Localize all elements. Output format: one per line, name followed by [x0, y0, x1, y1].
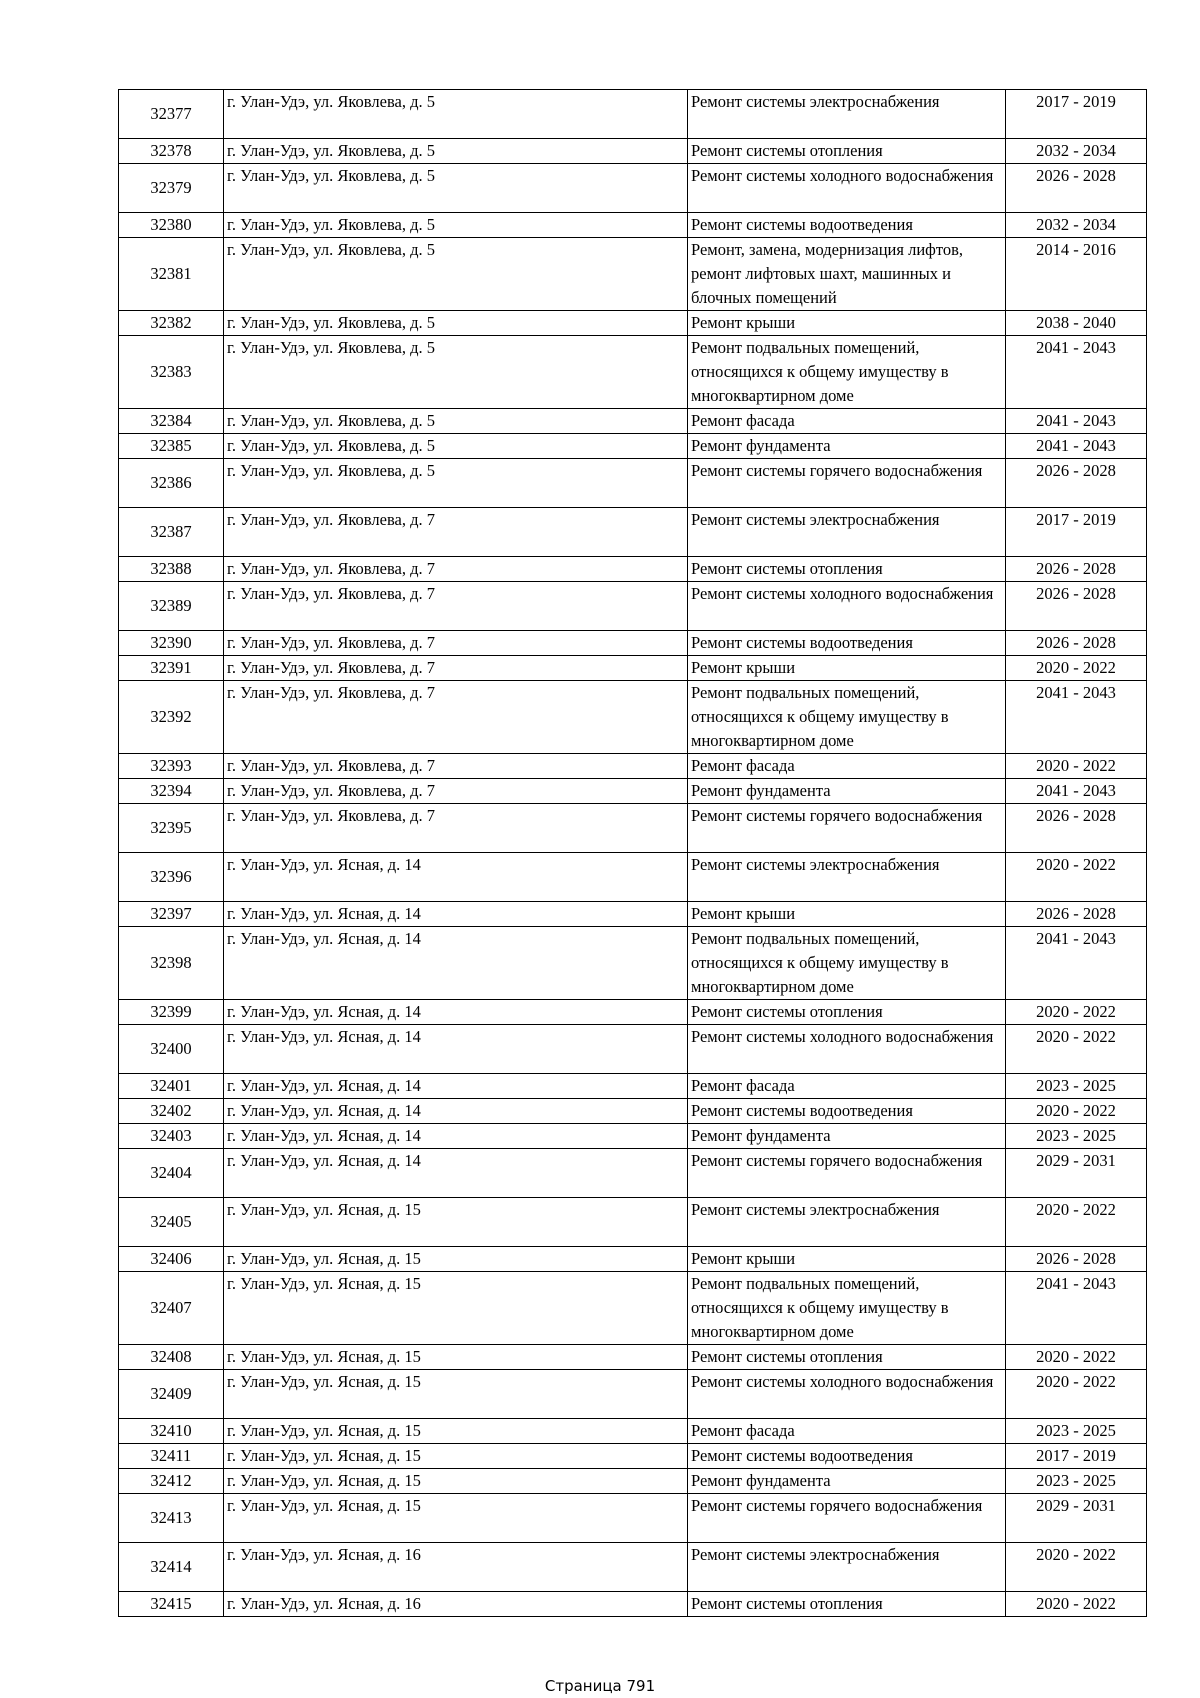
row-number-cell: 32393 [119, 754, 224, 779]
table-row [119, 139, 1147, 164]
row-number-cell: 32414 [119, 1543, 224, 1592]
address-cell: г. Улан-Удэ, ул. Ясная, д. 15 [224, 1198, 688, 1247]
work-type-cell: Ремонт системы горячего водоснабжения [688, 1494, 1006, 1543]
table-row [119, 779, 1147, 804]
table-row [119, 238, 1147, 311]
table-row [119, 213, 1147, 238]
period-cell: 2041 - 2043 [1006, 779, 1147, 804]
period-cell: 2032 - 2034 [1006, 139, 1147, 164]
table-row [119, 508, 1147, 557]
table-row [119, 1592, 1147, 1617]
address-cell: г. Улан-Удэ, ул. Яковлева, д. 5 [224, 311, 688, 336]
table-row [119, 1444, 1147, 1469]
work-type-cell: Ремонт системы горячего водоснабжения [688, 804, 1006, 853]
period-cell: 2020 - 2022 [1006, 1345, 1147, 1370]
address-cell: г. Улан-Удэ, ул. Яковлева, д. 7 [224, 779, 688, 804]
work-type-cell: Ремонт подвальных помещений, относящихся к общему имуществу в многоквартирном доме [688, 927, 1006, 1000]
row-number-cell: 32385 [119, 434, 224, 459]
period-cell: 2032 - 2034 [1006, 213, 1147, 238]
address-cell: г. Улан-Удэ, ул. Яковлева, д. 7 [224, 804, 688, 853]
work-type-cell: Ремонт системы электроснабжения [688, 853, 1006, 902]
address-cell: г. Улан-Удэ, ул. Яковлева, д. 7 [224, 656, 688, 681]
table-row [119, 582, 1147, 631]
period-cell: 2020 - 2022 [1006, 656, 1147, 681]
address-cell: г. Улан-Удэ, ул. Ясная, д. 14 [224, 1074, 688, 1099]
row-number-cell: 32395 [119, 804, 224, 853]
table-row [119, 1025, 1147, 1074]
address-cell: г. Улан-Удэ, ул. Яковлева, д. 7 [224, 681, 688, 754]
period-cell: 2041 - 2043 [1006, 409, 1147, 434]
period-cell: 2026 - 2028 [1006, 164, 1147, 213]
work-type-cell: Ремонт фундамента [688, 779, 1006, 804]
work-type-cell: Ремонт фундамента [688, 1469, 1006, 1494]
work-type-cell: Ремонт крыши [688, 656, 1006, 681]
table-row [119, 409, 1147, 434]
period-cell: 2026 - 2028 [1006, 557, 1147, 582]
period-cell: 2017 - 2019 [1006, 1444, 1147, 1469]
period-cell: 2020 - 2022 [1006, 1025, 1147, 1074]
address-cell: г. Улан-Удэ, ул. Ясная, д. 14 [224, 853, 688, 902]
period-cell: 2017 - 2019 [1006, 508, 1147, 557]
row-number-cell: 32386 [119, 459, 224, 508]
address-cell: г. Улан-Удэ, ул. Яковлева, д. 5 [224, 213, 688, 238]
period-cell: 2023 - 2025 [1006, 1419, 1147, 1444]
row-number-cell: 32390 [119, 631, 224, 656]
row-number-cell: 32413 [119, 1494, 224, 1543]
table-row [119, 90, 1147, 139]
address-cell: г. Улан-Удэ, ул. Ясная, д. 15 [224, 1419, 688, 1444]
row-number-cell: 32384 [119, 409, 224, 434]
period-cell: 2020 - 2022 [1006, 1000, 1147, 1025]
table-row [119, 1469, 1147, 1494]
work-type-cell: Ремонт, замена, модернизация лифтов, ремонт лифтовых шахт, машинных и блочных помещений [688, 238, 1006, 311]
period-cell: 2020 - 2022 [1006, 1198, 1147, 1247]
row-number-cell: 32391 [119, 656, 224, 681]
table-row [119, 164, 1147, 213]
period-cell: 2041 - 2043 [1006, 927, 1147, 1000]
work-type-cell: Ремонт системы отопления [688, 1592, 1006, 1617]
address-cell: г. Улан-Удэ, ул. Яковлева, д. 5 [224, 409, 688, 434]
row-number-cell: 32399 [119, 1000, 224, 1025]
row-number-cell: 32404 [119, 1149, 224, 1198]
address-cell: г. Улан-Удэ, ул. Ясная, д. 15 [224, 1272, 688, 1345]
address-cell: г. Улан-Удэ, ул. Яковлева, д. 5 [224, 139, 688, 164]
period-cell: 2026 - 2028 [1006, 804, 1147, 853]
period-cell: 2029 - 2031 [1006, 1149, 1147, 1198]
period-cell: 2041 - 2043 [1006, 681, 1147, 754]
address-cell: г. Улан-Удэ, ул. Яковлева, д. 5 [224, 90, 688, 139]
table-row [119, 1124, 1147, 1149]
row-number-cell: 32381 [119, 238, 224, 311]
table-row [119, 1370, 1147, 1419]
work-type-cell: Ремонт системы электроснабжения [688, 90, 1006, 139]
row-number-cell: 32409 [119, 1370, 224, 1419]
address-cell: г. Улан-Удэ, ул. Ясная, д. 15 [224, 1370, 688, 1419]
address-cell: г. Улан-Удэ, ул. Ясная, д. 15 [224, 1444, 688, 1469]
table-row [119, 1419, 1147, 1444]
work-type-cell: Ремонт системы горячего водоснабжения [688, 1149, 1006, 1198]
address-cell: г. Улан-Удэ, ул. Яковлева, д. 7 [224, 631, 688, 656]
row-number-cell: 32396 [119, 853, 224, 902]
address-cell: г. Улан-Удэ, ул. Яковлева, д. 5 [224, 164, 688, 213]
table-row [119, 1247, 1147, 1272]
work-type-cell: Ремонт фасада [688, 754, 1006, 779]
table-row [119, 1149, 1147, 1198]
table-row [119, 656, 1147, 681]
address-cell: г. Улан-Удэ, ул. Ясная, д. 14 [224, 1025, 688, 1074]
row-number-cell: 32383 [119, 336, 224, 409]
period-cell: 2038 - 2040 [1006, 311, 1147, 336]
row-number-cell: 32378 [119, 139, 224, 164]
period-cell: 2026 - 2028 [1006, 459, 1147, 508]
row-number-cell: 32379 [119, 164, 224, 213]
address-cell: г. Улан-Удэ, ул. Ясная, д. 15 [224, 1494, 688, 1543]
work-type-cell: Ремонт крыши [688, 311, 1006, 336]
work-type-cell: Ремонт системы водоотведения [688, 1444, 1006, 1469]
period-cell: 2020 - 2022 [1006, 754, 1147, 779]
period-cell: 2041 - 2043 [1006, 434, 1147, 459]
row-number-cell: 32415 [119, 1592, 224, 1617]
row-number-cell: 32400 [119, 1025, 224, 1074]
table-row [119, 631, 1147, 656]
period-cell: 2026 - 2028 [1006, 902, 1147, 927]
table-row [119, 557, 1147, 582]
table-row [119, 681, 1147, 754]
row-number-cell: 32408 [119, 1345, 224, 1370]
address-cell: г. Улан-Удэ, ул. Яковлева, д. 7 [224, 582, 688, 631]
row-number-cell: 32380 [119, 213, 224, 238]
work-type-cell: Ремонт системы холодного водоснабжения [688, 164, 1006, 213]
work-type-cell: Ремонт фасада [688, 409, 1006, 434]
table-row [119, 804, 1147, 853]
work-type-cell: Ремонт системы горячего водоснабжения [688, 459, 1006, 508]
period-cell: 2041 - 2043 [1006, 1272, 1147, 1345]
address-cell: г. Улан-Удэ, ул. Яковлева, д. 5 [224, 238, 688, 311]
table-row [119, 754, 1147, 779]
work-type-cell: Ремонт фундамента [688, 434, 1006, 459]
row-number-cell: 32405 [119, 1198, 224, 1247]
period-cell: 2023 - 2025 [1006, 1074, 1147, 1099]
address-cell: г. Улан-Удэ, ул. Яковлева, д. 5 [224, 434, 688, 459]
period-cell: 2020 - 2022 [1006, 1543, 1147, 1592]
row-number-cell: 32389 [119, 582, 224, 631]
period-cell: 2026 - 2028 [1006, 631, 1147, 656]
work-type-cell: Ремонт системы холодного водоснабжения [688, 1370, 1006, 1419]
address-cell: г. Улан-Удэ, ул. Ясная, д. 16 [224, 1592, 688, 1617]
address-cell: г. Улан-Удэ, ул. Ясная, д. 15 [224, 1247, 688, 1272]
table-row [119, 311, 1147, 336]
table-body [119, 90, 1147, 1617]
table-row [119, 1272, 1147, 1345]
table-row [119, 1345, 1147, 1370]
row-number-cell: 32392 [119, 681, 224, 754]
table-row [119, 902, 1147, 927]
period-cell: 2023 - 2025 [1006, 1124, 1147, 1149]
table-row [119, 1000, 1147, 1025]
address-cell: г. Улан-Удэ, ул. Яковлева, д. 5 [224, 459, 688, 508]
work-type-cell: Ремонт системы отопления [688, 1345, 1006, 1370]
work-type-cell: Ремонт подвальных помещений, относящихся к общему имуществу в многоквартирном доме [688, 1272, 1006, 1345]
row-number-cell: 32403 [119, 1124, 224, 1149]
page-number: Страница 791 [544, 1677, 656, 1695]
work-type-cell: Ремонт фасада [688, 1419, 1006, 1444]
table-row [119, 434, 1147, 459]
table-row [119, 1099, 1147, 1124]
address-cell: г. Улан-Удэ, ул. Яковлева, д. 7 [224, 754, 688, 779]
table-row [119, 853, 1147, 902]
address-cell: г. Улан-Удэ, ул. Ясная, д. 16 [224, 1543, 688, 1592]
period-cell: 2041 - 2043 [1006, 336, 1147, 409]
row-number-cell: 32401 [119, 1074, 224, 1099]
work-type-cell: Ремонт системы электроснабжения [688, 1198, 1006, 1247]
work-type-cell: Ремонт системы отопления [688, 557, 1006, 582]
period-cell: 2023 - 2025 [1006, 1469, 1147, 1494]
address-cell: г. Улан-Удэ, ул. Ясная, д. 14 [224, 1099, 688, 1124]
table-row [119, 1074, 1147, 1099]
row-number-cell: 32387 [119, 508, 224, 557]
period-cell: 2029 - 2031 [1006, 1494, 1147, 1543]
row-number-cell: 32406 [119, 1247, 224, 1272]
row-number-cell: 32398 [119, 927, 224, 1000]
repair-schedule-table [118, 89, 1147, 1617]
work-type-cell: Ремонт системы водоотведения [688, 1099, 1006, 1124]
row-number-cell: 32402 [119, 1099, 224, 1124]
table-row [119, 1543, 1147, 1592]
work-type-cell: Ремонт крыши [688, 902, 1006, 927]
work-type-cell: Ремонт подвальных помещений, относящихся к общему имуществу в многоквартирном доме [688, 336, 1006, 409]
work-type-cell: Ремонт системы отопления [688, 139, 1006, 164]
address-cell: г. Улан-Удэ, ул. Яковлева, д. 7 [224, 557, 688, 582]
work-type-cell: Ремонт системы электроснабжения [688, 1543, 1006, 1592]
row-number-cell: 32411 [119, 1444, 224, 1469]
table-row [119, 336, 1147, 409]
address-cell: г. Улан-Удэ, ул. Яковлева, д. 7 [224, 508, 688, 557]
table-row [119, 927, 1147, 1000]
row-number-cell: 32410 [119, 1419, 224, 1444]
row-number-cell: 32382 [119, 311, 224, 336]
work-type-cell: Ремонт крыши [688, 1247, 1006, 1272]
table-row [119, 1198, 1147, 1247]
row-number-cell: 32388 [119, 557, 224, 582]
row-number-cell: 32394 [119, 779, 224, 804]
period-cell: 2020 - 2022 [1006, 1370, 1147, 1419]
period-cell: 2020 - 2022 [1006, 853, 1147, 902]
row-number-cell: 32407 [119, 1272, 224, 1345]
address-cell: г. Улан-Удэ, ул. Ясная, д. 14 [224, 1000, 688, 1025]
row-number-cell: 32397 [119, 902, 224, 927]
address-cell: г. Улан-Удэ, ул. Ясная, д. 15 [224, 1345, 688, 1370]
address-cell: г. Улан-Удэ, ул. Ясная, д. 14 [224, 902, 688, 927]
work-type-cell: Ремонт системы электроснабжения [688, 508, 1006, 557]
work-type-cell: Ремонт системы водоотведения [688, 213, 1006, 238]
address-cell: г. Улан-Удэ, ул. Ясная, д. 14 [224, 1149, 688, 1198]
work-type-cell: Ремонт фундамента [688, 1124, 1006, 1149]
work-type-cell: Ремонт системы отопления [688, 1000, 1006, 1025]
period-cell: 2017 - 2019 [1006, 90, 1147, 139]
work-type-cell: Ремонт фасада [688, 1074, 1006, 1099]
table-row [119, 1494, 1147, 1543]
row-number-cell: 32377 [119, 90, 224, 139]
period-cell: 2026 - 2028 [1006, 582, 1147, 631]
period-cell: 2014 - 2016 [1006, 238, 1147, 311]
address-cell: г. Улан-Удэ, ул. Ясная, д. 14 [224, 927, 688, 1000]
period-cell: 2020 - 2022 [1006, 1099, 1147, 1124]
work-type-cell: Ремонт системы водоотведения [688, 631, 1006, 656]
address-cell: г. Улан-Удэ, ул. Ясная, д. 14 [224, 1124, 688, 1149]
address-cell: г. Улан-Удэ, ул. Ясная, д. 15 [224, 1469, 688, 1494]
work-type-cell: Ремонт подвальных помещений, относящихся к общему имуществу в многоквартирном доме [688, 681, 1006, 754]
table-row [119, 459, 1147, 508]
address-cell: г. Улан-Удэ, ул. Яковлева, д. 5 [224, 336, 688, 409]
work-type-cell: Ремонт системы холодного водоснабжения [688, 1025, 1006, 1074]
work-type-cell: Ремонт системы холодного водоснабжения [688, 582, 1006, 631]
row-number-cell: 32412 [119, 1469, 224, 1494]
period-cell: 2026 - 2028 [1006, 1247, 1147, 1272]
period-cell: 2020 - 2022 [1006, 1592, 1147, 1617]
